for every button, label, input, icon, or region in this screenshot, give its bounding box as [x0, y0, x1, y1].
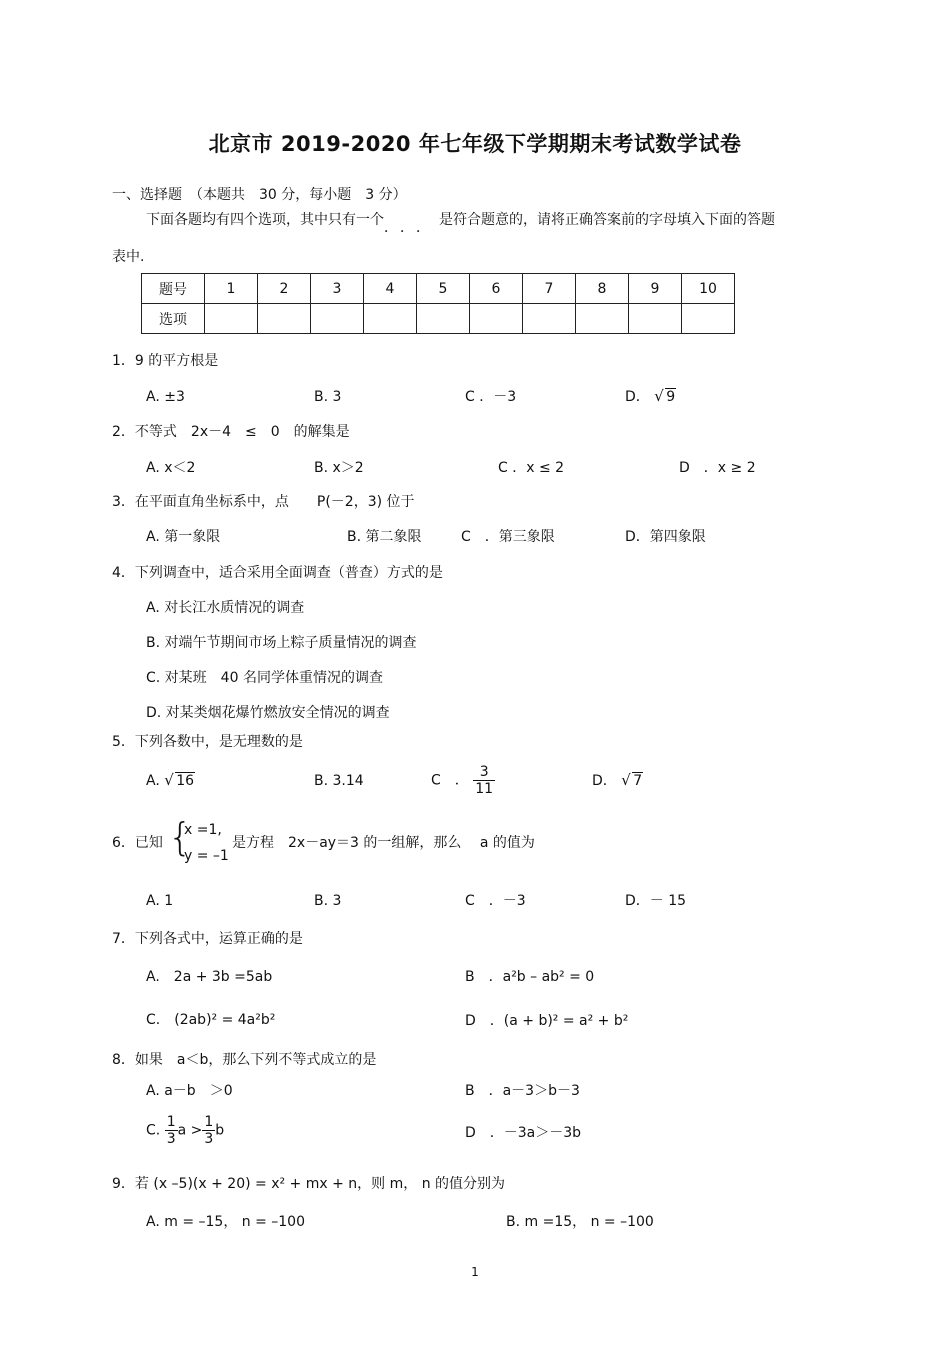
q9-option-a: A. m = –15， n = –100 [146, 1214, 305, 1230]
q9-option-b: B. m =15， n = –100 [506, 1214, 654, 1230]
q8-c-numerator-1: 1 [166, 1114, 176, 1130]
q8-option-d: D ．－3a＞－3b [465, 1125, 582, 1141]
q4-option-b: B. 对端午节期间市场上粽子质量情况的调查 [146, 635, 417, 651]
instruction-line-2: 表中. [112, 249, 145, 265]
q8-stem: 8．如果 a＜b，那么下列不等式成立的是 [112, 1052, 377, 1068]
instruction-part-a: 下面各题均有四个选项，其中只有一个 [146, 212, 384, 228]
answer-cell [364, 304, 417, 334]
q3-option-d: D．第四象限 [625, 529, 706, 545]
answer-table-header-row [142, 274, 735, 304]
answer-cell [523, 304, 576, 334]
q2-stem: 2．不等式 2x－4 ≤ 0 的解集是 [112, 424, 350, 440]
q2-option-c: C ．x ≤ 2 [498, 460, 565, 476]
page-title: 北京市 2019-2020 年七年级下学期期末考试数学试卷 [208, 132, 742, 156]
instruction-line-1 [146, 211, 775, 236]
q7-option-b-expr: a²b – ab² = 0 [502, 969, 595, 985]
q5-option-c [431, 764, 495, 797]
q7-option-a-label: A. [146, 969, 160, 985]
q7-option-c [146, 1011, 275, 1029]
q6-stem-post: 是方程 2x－ay＝3 的一组解，那么 a 的值为 [232, 835, 535, 851]
q6-option-d: D．－ 15 [625, 893, 687, 909]
q5-stem: 5．下列各数中，是无理数的是 [112, 734, 303, 750]
q6-stem-pre: 6．已知 [112, 835, 163, 851]
q4-option-d: D. 对某类烟花爆竹燃放安全情况的调查 [146, 705, 390, 721]
answer-table [141, 273, 735, 334]
q5-option-d [592, 772, 643, 790]
q4-option-c: C. 对某班 40 名同学体重情况的调查 [146, 670, 383, 686]
sqrt-symbol [164, 772, 195, 790]
q8-c-end: b [215, 1122, 225, 1139]
answer-cell [470, 304, 523, 334]
q3-option-a: A. 第一象限 [146, 529, 221, 545]
answer-table-number: 7 [523, 274, 576, 304]
answer-cell [311, 304, 364, 334]
q7-stem: 7．下列各式中，运算正确的是 [112, 931, 303, 947]
answer-table-number: 6 [470, 274, 523, 304]
answer-table-number: 8 [576, 274, 629, 304]
q3-stem: 3．在平面直角坐标系中，点 P(－2，3) 位于 [112, 494, 415, 510]
answer-cell [629, 304, 682, 334]
q3-option-c: C ．第三象限 [461, 529, 555, 545]
answer-table-number: 3 [311, 274, 364, 304]
q7-option-a-expr: 2a + 3b =5ab [173, 969, 273, 985]
sqrt-symbol [621, 772, 643, 790]
q8-option-b: B ．a－3＞b－3 [465, 1083, 580, 1099]
brace-symbol: { [168, 815, 193, 859]
q5-d-radicand: 7 [633, 773, 643, 789]
q9-stem: 9．若 (x –5)(x + 20) = x² + mx + n，则 m， n 的值分别为 [112, 1176, 506, 1192]
q6-option-c: C ．－3 [465, 893, 526, 909]
q7-option-d-label: D ． [465, 1013, 504, 1029]
q5-option-b: B. 3.14 [314, 773, 364, 789]
q5-c-denominator: 11 [475, 781, 494, 797]
q5-option-a [146, 772, 195, 790]
q8-c-denominator-2: 3 [204, 1131, 214, 1147]
answer-table-choice-row [142, 304, 735, 334]
q2-option-b: B. x＞2 [314, 460, 364, 476]
fraction [202, 1114, 215, 1147]
answer-cell [576, 304, 629, 334]
answer-cell [682, 304, 735, 334]
q4-option-a: A. 对长江水质情况的调查 [146, 600, 305, 616]
section-heading: 一、选择题 （本题共 30 分，每小题 3 分） [112, 187, 407, 203]
page-number: 1 [471, 1265, 479, 1279]
q5-option-d-label: D． [592, 773, 617, 789]
answer-cell [417, 304, 470, 334]
q8-c-middle: a > [177, 1122, 203, 1139]
fraction [165, 1114, 178, 1147]
q8-option-c-label: C. [146, 1122, 161, 1139]
q7-option-d-expr: (a + b)² = a² + b² [503, 1013, 629, 1029]
q1-option-b: B. 3 [314, 389, 342, 405]
q5-a-radicand: 16 [176, 773, 195, 789]
answer-table-number: 2 [258, 274, 311, 304]
answer-table-number: 4 [364, 274, 417, 304]
q1-stem: 1．9 的平方根是 [112, 353, 219, 369]
q5-c-numerator: 3 [473, 764, 495, 781]
q6-option-a: A. 1 [146, 893, 174, 909]
q2-option-a: A. x＜2 [146, 460, 196, 476]
q1-option-d [625, 388, 676, 406]
instruction-part-b: 是符合题意的，请将正确答案前的字母填入下面的答题 [439, 212, 775, 228]
answer-table-number: 10 [682, 274, 735, 304]
q8-option-c [146, 1114, 224, 1147]
q8-option-a: A. a－b ＞0 [146, 1083, 233, 1099]
q7-option-c-label: C. [146, 1012, 161, 1028]
answer-table-number: 5 [417, 274, 470, 304]
q3-option-b: B. 第二象限 [347, 529, 422, 545]
answer-cell [205, 304, 258, 334]
answer-table-number: 1 [205, 274, 258, 304]
fraction [473, 764, 495, 797]
q8-c-denominator-1: 3 [166, 1131, 176, 1147]
emphasis-dots: ．．． [384, 220, 439, 236]
q4-stem: 4．下列调查中，适合采用全面调查（普查）方式的是 [112, 565, 443, 581]
q6-equation-1: x =1, [184, 822, 222, 838]
q1-option-c: C ．－3 [465, 389, 517, 405]
q5-option-a-label: A. [146, 773, 160, 789]
sqrt-symbol [654, 388, 676, 406]
answer-cell [258, 304, 311, 334]
q6-equation-2: y = –1 [184, 848, 229, 864]
q7-option-a [146, 968, 272, 986]
q8-c-numerator-2: 1 [204, 1114, 214, 1130]
q2-option-d: D ．x ≥ 2 [679, 460, 756, 476]
answer-table-label-choice: 选项 [142, 304, 205, 334]
q7-option-b [465, 968, 594, 986]
q1-d-radicand: 9 [666, 389, 676, 405]
q5-option-c-label: C ． [431, 772, 469, 789]
answer-table-label-number: 题号 [142, 274, 205, 304]
answer-table-number: 9 [629, 274, 682, 304]
q7-option-c-expr: (2ab)² = 4a²b² [174, 1012, 276, 1028]
q7-option-b-label: B ． [465, 969, 503, 985]
q7-option-d [465, 1012, 628, 1030]
q1-option-a: A. ±3 [146, 389, 185, 405]
q6-option-b: B. 3 [314, 893, 342, 909]
q1-option-d-label: D． [625, 389, 650, 405]
